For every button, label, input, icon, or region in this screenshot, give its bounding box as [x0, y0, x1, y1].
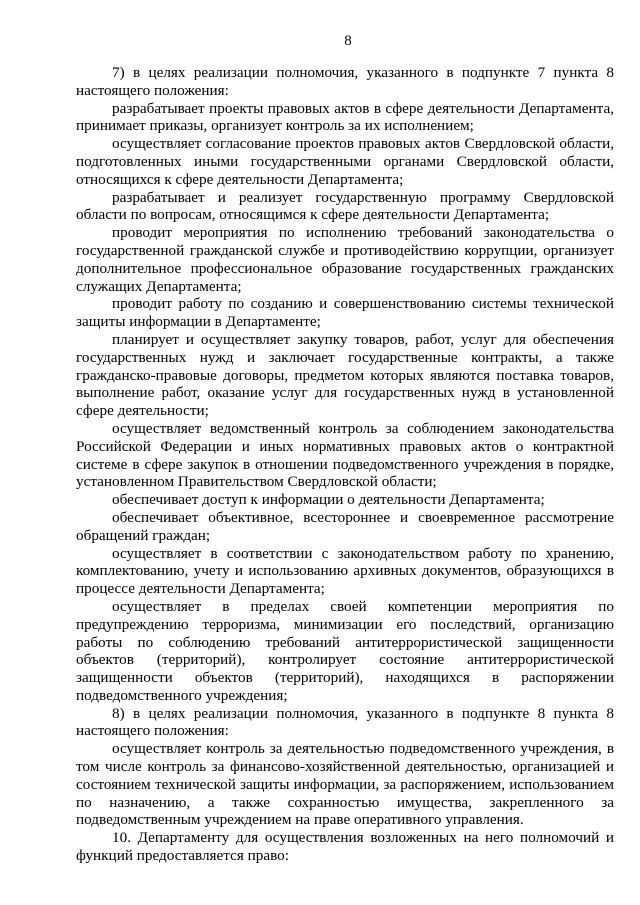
paragraph-information-access: обеспечивает доступ к информации о деятельности Департамента; — [112, 491, 545, 509]
paragraph-civil-service-anticorruption: проводит мероприятия по исполнению требований законодательства о государственной гражданской службе и противодействию коррупции, организует дополнительное профессиональное образование государственных гражданских служащих Департамента; — [76, 224, 614, 295]
paragraph-state-program: разрабатывает и реализует государственную программу Свердловской области по вопросам, относящимся к сфере деятельности Департамента; — [76, 188, 614, 224]
paragraph-item-10-rights: 10. Департаменту для осуществления возложенных на него полномочий и функций предоставляется право: — [76, 829, 614, 865]
document-page — [76, 32, 614, 865]
page-number: 8 — [344, 33, 352, 49]
paragraph-archives: осуществляет в соответствии с законодательством работу по хранению, комплектованию, учету и использованию архивных документов, образующихся в процессе деятельности Департамента; — [76, 544, 614, 598]
paragraph-information-protection: проводит работу по созданию и совершенствованию системы технической защиты информации в Департаменте; — [76, 295, 614, 331]
paragraph-procurement: планирует и осуществляет закупку товаров, работ, услуг для обеспечения государственных нужд и заключает государственные контракты, а также гражданско-правовые договоры, предметом которых являются поставка товаров, выполнение работ, оказание услуг для государственных нужд в установленной сфере деятельности; — [76, 330, 614, 420]
paragraph-antiterrorism: осуществляет в пределах своей компетенции мероприятия по предупреждению терроризма, минимизации его последствий, организацию работы по соблюдению требований антитеррористической защищенности объектов (территорий), контролирует состояние антитеррористической защищенности объектов (территорий), находящихся в распоряжении подведомственного учреждения; — [76, 597, 614, 704]
paragraph-departmental-control: осуществляет ведомственный контроль за соблюдением законодательства Российской Федерации и иных нормативных правовых актов о контрактной системе в сфере закупок в отношении подведомственного учреждения в порядке, установленном Правительством Свердловской области; — [76, 419, 614, 491]
paragraph-subitem-8-intro: 8) в целях реализации полномочия, указанного в подпункте 8 пункта 8 настоящего положения: — [76, 704, 614, 740]
paragraph-legal-acts: разрабатывает проекты правовых актов в сфере деятельности Департамента, принимает приказы, организует контроль за их исполнением; — [76, 99, 614, 135]
paragraph-subitem-7-intro: 7) в целях реализации полномочия, указанного в подпункте 7 пункта 8 настоящего положения: — [76, 64, 614, 99]
paragraph-institution-control: осуществляет контроль за деятельностью подведомственного учреждения, в том числе контроль за финансово-хозяйственной деятельностью, организацией и состоянием технической защиты информации, за распоряжением, использованием по назначению, а также сохранностью имущества, закрепленного за подведомственным учреждением на праве оперативного управления. — [76, 740, 614, 829]
paragraph-agreement-of-drafts: осуществляет согласование проектов правовых актов Свердловской области, подготовленных иными государственными органами Свердловской области, относящихся к сфере деятельности Департамента; — [76, 135, 614, 188]
paragraph-citizen-appeals: обеспечивает объективное, всестороннее и своевременное рассмотрение обращений граждан; — [76, 508, 614, 544]
